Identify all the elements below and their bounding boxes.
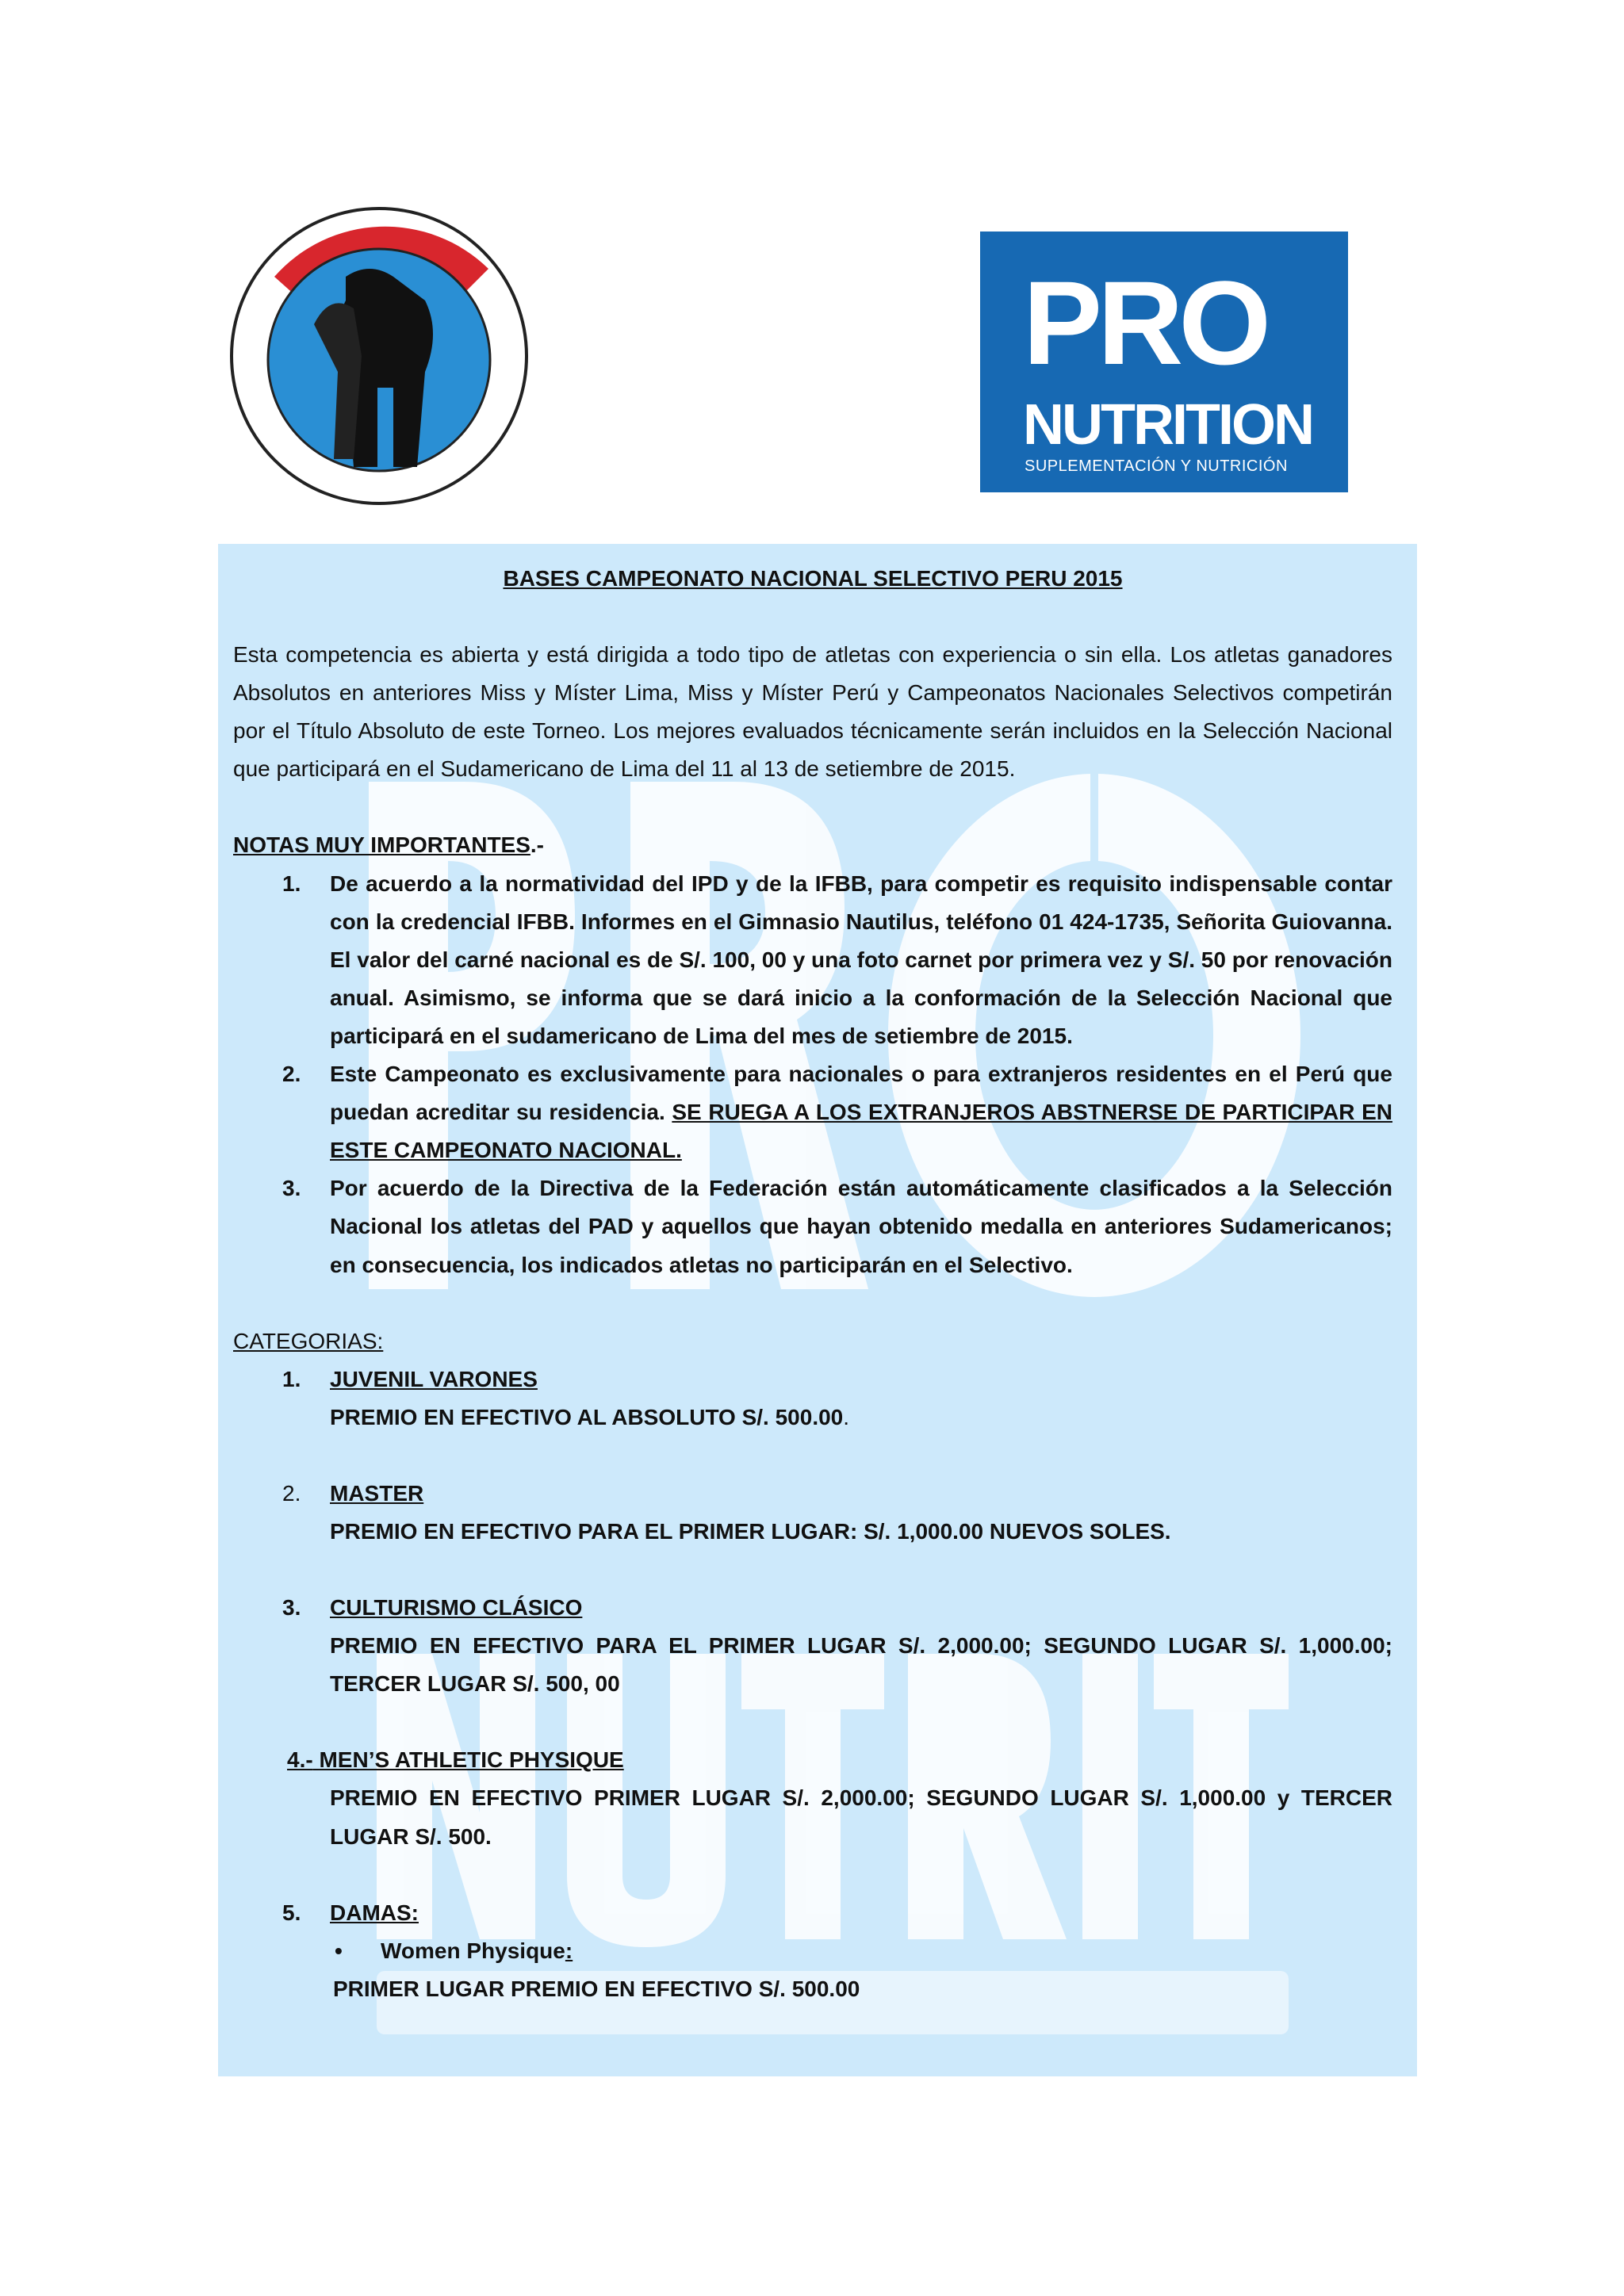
notes-heading-suffix: .-	[530, 832, 545, 858]
category-item	[233, 1475, 1392, 1513]
notes-heading-text: NOTAS MUY IMPORTANTES	[233, 832, 530, 858]
note-item	[233, 1169, 1392, 1284]
category-item	[233, 1589, 1392, 1627]
category-prize: PREMIO EN EFECTIVO PRIMER LUGAR S/. 2,000.00; SEGUNDO LUGAR S/. 1,000.00 y TERCER LUGAR S/. 500.	[330, 1785, 1392, 1849]
note-number: 3.	[282, 1176, 301, 1201]
category-prize: PREMIO EN EFECTIVO PARA EL PRIMER LUGAR S/. 2,000.00; SEGUNDO LUGAR S/. 1,000.00; TERCER LUGAR S/. 500, 00	[330, 1633, 1392, 1697]
logo-pro-text: PRO	[1023, 256, 1267, 389]
category-item	[233, 1741, 1392, 1779]
note-text: Este Campeonato es exclusivamente para nacionales o para extranjeros residentes en el Perú que puedan acreditar su residencia.	[330, 1062, 1392, 1125]
category-item	[233, 1894, 1392, 1932]
category-name: MEN’S ATHLETIC PHYSIQUE	[319, 1747, 624, 1773]
category-name: MASTER	[330, 1480, 424, 1506]
document-body	[233, 560, 1392, 2008]
document-title: BASES CAMPEONATO NACIONAL SELECTIVO PERU 2015	[503, 566, 1123, 591]
pro-nutrition-logo	[980, 232, 1348, 492]
note-item	[233, 865, 1392, 1055]
notes-list	[233, 865, 1392, 1284]
category-prize: PREMIO EN EFECTIVO PARA EL PRIMER LUGAR: S/. 1,000.00 NUEVOS SOLES.	[330, 1518, 1171, 1544]
intro-paragraph: Esta competencia es abierta y está dirigida a todo tipo de atletas con experiencia o sin ella. Los atletas ganadores Absolutos en anteriores Miss y Míster Lima, Miss y Míster Perú y Campeonatos Nacionales Selectivos competirán por el Título Absoluto de este Torneo. Los mejores evaluados técnicamente serán incluidos en la Selección Nacional que participará en el Sudamericano de Lima del 11 al 13 de setiembre de 2015.	[233, 642, 1392, 782]
category-name: JUVENIL VARONES	[330, 1366, 538, 1391]
note-number: 2.	[282, 1062, 301, 1087]
prize-suffix: .	[843, 1404, 850, 1429]
notes-heading	[233, 826, 1392, 864]
note-warning: SE RUEGA A LOS EXTRANJEROS ABSTNERSE DE PARTICIPAR EN ESTE CAMPEONATO NACIONAL.	[330, 1100, 1392, 1163]
note-text: De acuerdo a la normatividad del IPD y de la IFBB, para competir es requisito indispensable contar con la credencial IFBB. Informes en el Gimnasio Nautilus, teléfono 01 424-1735, Señorita Guiovanna. El valor del carné nacional es de S/. 100, 00 y una foto carnet por primera vez y S/. 50 por renovación anual. Asimismo, se informa que se dará inicio a la conformación de la Selección Nacional que participará en el sudamericano de Lima del mes de setiembre de 2015.	[330, 871, 1392, 1048]
subcategory-prize: PRIMER LUGAR PREMIO EN EFECTIVO S/. 500.00	[333, 1976, 860, 2001]
categories-heading: CATEGORIAS:	[233, 1328, 384, 1353]
category-number: 3.	[282, 1595, 301, 1621]
category-name: DAMAS:	[330, 1900, 419, 1925]
federation-logo	[227, 205, 531, 507]
category-number: 2.	[282, 1480, 301, 1506]
prize-text: PREMIO EN EFECTIVO AL ABSOLUTO S/. 500.00	[330, 1404, 844, 1429]
category-number: 5.	[282, 1900, 301, 1925]
bullet-icon: •	[335, 1938, 343, 1963]
category-item	[233, 1360, 1392, 1399]
category-name: CULTURISMO CLÁSICO	[330, 1595, 583, 1621]
logo-nutrition-text: NUTRITION	[1023, 393, 1312, 457]
logo-tagline: SUPLEMENTACIÓN Y NUTRICIÓN	[1025, 457, 1288, 475]
subcategory-name: Women Physique	[381, 1938, 565, 1963]
subcategory-bullet	[233, 1932, 1392, 1970]
category-number: 4.-	[287, 1747, 313, 1773]
note-text: Por acuerdo de la Directiva de la Federación están automáticamente clasificados a la Selección Nacional los atletas del PAD y aquellos que hayan obtenido medalla en anteriores Sudamericanos; en consecuencia, los indicados atletas no participarán en el Selectivo.	[330, 1176, 1392, 1277]
category-number: 1.	[282, 1366, 301, 1391]
note-number: 1.	[282, 871, 301, 896]
note-item	[233, 1055, 1392, 1169]
category-prize	[233, 1399, 1392, 1437]
subcategory-suffix: :	[565, 1938, 573, 1963]
